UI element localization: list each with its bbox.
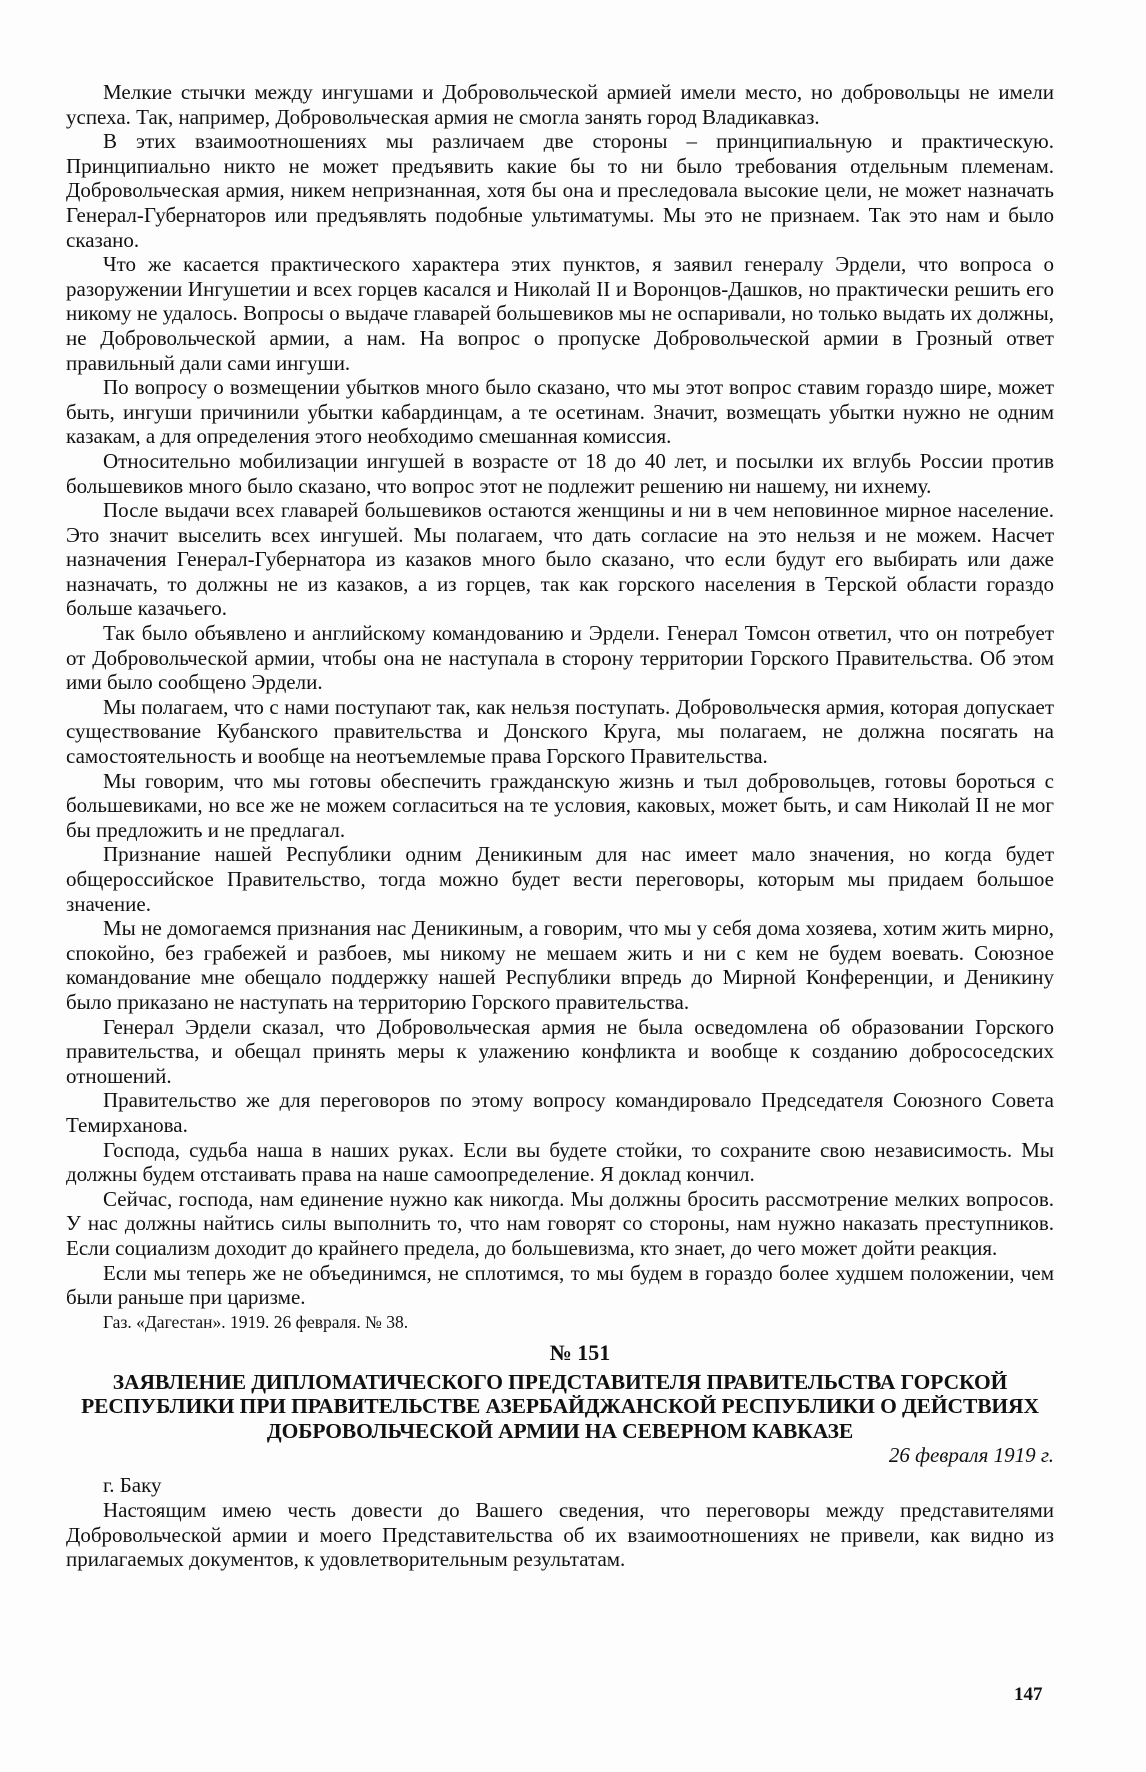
body-paragraph-7: Так было объявлено и английскому командованию и Эрдели. Генерал Томсон ответил, что он потребует от Добровольческой армии, чтобы она не наступала в сторону территории Горского Правительства. Об этом ими было сообщено Эрдели. xyxy=(66,621,1054,695)
body-paragraph-14: Господа, судьба наша в наших руках. Если вы будете стойки, то сохраните свою независимость. Мы должны будем отстаивать права на наше самоопределение. Я доклад кончил. xyxy=(66,1137,1054,1187)
body-paragraph-8: Мы полагаем, что с нами поступают так, как нельзя поступать. Добровольческя армия, которая допускает существование Кубанского правительства и Донского Круга, мы полагаем, не должна посягать на самостоятельность и вообще на неотъемлемые права Горского Правительства. xyxy=(66,694,1054,769)
body-paragraph-15: Сейчас, господа, нам единение нужно как никогда. Мы должны бросить рассмотрение мелких вопросов. У нас должны найтись силы выполнить то, что нам говорят со стороны, нам нужно наказать преступников. Если социализм доходит до крайнего предела, до большевизма, кто знает, до чего может дойти реакция. xyxy=(66,1186,1054,1260)
body-paragraph-5: Относительно мобилизации ингушей в возрасте от 18 до 40 лет, и посылки их вглубь России против большевиков много было сказано, что вопрос этот не подлежит решению ни нашему, ни ихнему. xyxy=(66,448,1054,498)
document-title: ЗАЯВЛЕНИЕ ДИПЛОМАТИЧЕСКОГО ПРЕДСТАВИТЕЛЯ ПРАВИТЕЛЬСТВА ГОРСКОЙ РЕСПУБЛИКИ ПРИ ПРАВИТЕЛЬСТВЕ АЗЕРБАЙДЖАНСКОЙ РЕСПУБЛИКИ О ДЕЙСТВИЯХ ДОБРОВОЛЬЧЕСКОЙ АРМИИ НА СЕВЕРНОМ КАВКАЗЕ xyxy=(81,1369,1039,1443)
source-citation: Газ. «Дагестан». 1919. 26 февраля. № 38. xyxy=(103,1311,409,1332)
body-paragraph-4: По вопросу о возмещении убытков много было сказано, что мы этот вопрос ставим гораздо шире, может быть, ингуши причинили убытки кабардинцам, а те осетинам. Значит, возмещать убытки нужно не одним казакам, а для определения этого необходимо смешанная комиссия. xyxy=(66,375,1054,449)
document-number: № 151 xyxy=(549,1339,611,1365)
page-text xyxy=(66,80,1054,1572)
body-paragraph-11: Мы не домогаемся признания нас Деникиным, а говорим, что мы у себя дома хозяева, хотим жить мирно, спокойно, без грабежей и разбоев, мы никому не мешаем жить и ни с кем не будем воевать. Союзное командование мне обещало поддержку нашей Республики впредь до Мирной Конференции, и Деникину было приказано не наступать на территорию Горского правительства. xyxy=(66,916,1054,1014)
document-paragraph-1: Настоящим имею честь довести до Вашего сведения, что переговоры между представителями Добровольческой армии и моего Представительства об их взаимоотношениях не привели, как видно из прилагаемых документов, к удовлетворительным результатам. xyxy=(66,1498,1054,1572)
page-number: 147 xyxy=(1014,1684,1043,1705)
body-paragraph-10: Признание нашей Республики одним Деникиным для нас имеет мало значения, но когда будет общероссийское Правительство, тогда можно будет вести переговоры, которым мы придаем большое значение. xyxy=(66,842,1054,916)
document-date: 26 февраля 1919 г. xyxy=(888,1443,1054,1468)
body-paragraph-6: После выдачи всех главарей большевиков остаются женщины и ни в чем неповинное мирное население. Это значит выселить всех ингушей. Мы полагаем, что дать согласие на это нельзя и не можем. Насчет назначения Генерал-Губернатора из казаков много было сказано, что если будут его выбирать или даже назначать, то должны не из казаков, а из горцев, так как горского населения в Терской области гораздо больше казачьего. xyxy=(66,498,1054,621)
body-paragraph-16: Если мы теперь же не объединимся, не сплотимся, то мы будем в гораздо более худшем положении, чем были раньше при царизме. xyxy=(66,1260,1054,1310)
body-paragraph-3: Что же касается практического характера этих пунктов, я заявил генералу Эрдели, что вопроса о разоружении Ингушетии и всех горцев касался и Николай II и Воронцов-Дашков, но практически решить его никому не удалось. Вопросы о выдаче главарей большевиков мы не оспаривали, но только выдать их должны, не Добровольческой армии, а нам. На вопрос о пропуске Добровольческой армии в Грозный ответ правильный дали сами ингуши. xyxy=(66,252,1054,375)
body-paragraph-13: Правительство же для переговоров по этому вопросу командировало Председателя Союзного Совета Темирханова. xyxy=(66,1088,1054,1137)
body-paragraph-12: Генерал Эрдели сказал, что Добровольческая армия не была осведомлена об образовании Горского правительства, и обещал принять меры к улажению конфликта и вообще к созданию добрососедских отношений. xyxy=(66,1014,1054,1088)
body-paragraph-9: Мы говорим, что мы готовы обеспечить гражданскую жизнь и тыл добровольцев, готовы бороться с большевиками, но все же не можем согласиться на те условия, каковых, может быть, и сам Николай II не мог бы предложить и не предлагал. xyxy=(66,768,1054,842)
body-paragraph-1: Мелкие стычки между ингушами и Добровольческой армией имели место, но добровольцы не имели успеха. Так, например, Добровольческая армия не смогла занять город Владикавказ. xyxy=(66,80,1054,129)
body-paragraph-2: В этих взаимоотношениях мы различаем две стороны – принципиальную и практическую. Принципиально никто не может предъявить какие бы то ни было требования отдельным племенам. Добровольческая армия, никем непризнанная, хотя бы она и преследовала высокие цели, не может назначать Генерал-Губернаторов или предъявлять подобные ультиматумы. Мы это не признаем. Так это нам и было сказано. xyxy=(66,129,1054,252)
document-place: г. Баку xyxy=(103,1473,162,1498)
